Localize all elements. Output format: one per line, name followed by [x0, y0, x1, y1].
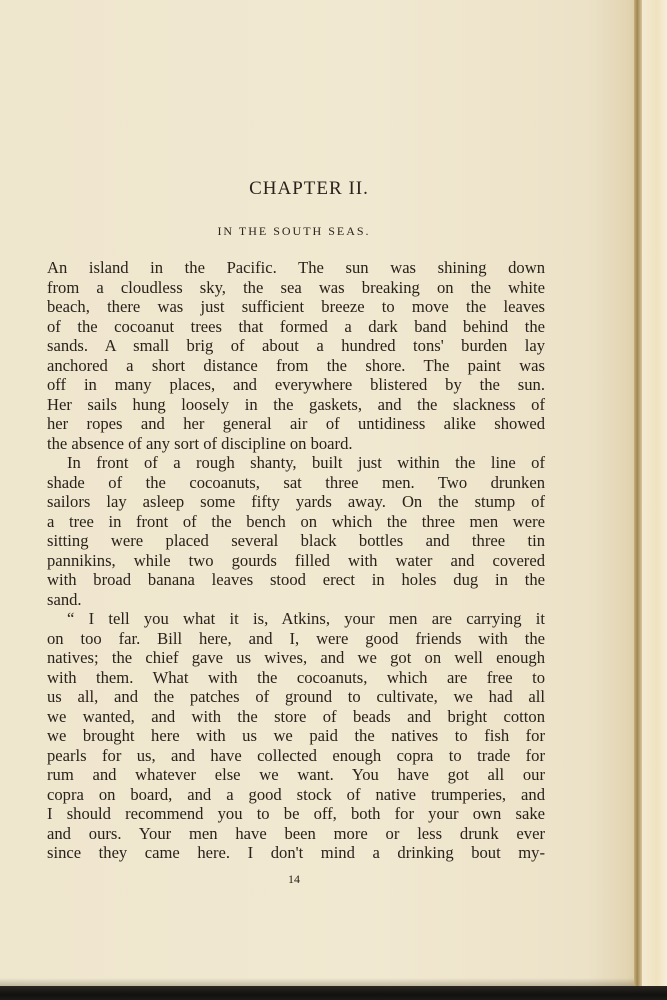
text-line: sand. — [47, 589, 82, 609]
chapter-title: CHAPTER II. — [249, 178, 369, 199]
text-line: on too far. Bill here, and I, were good friends with the — [47, 628, 545, 648]
page-number: 14 — [288, 872, 300, 886]
text-line: and ours. Your men have been more or less drunk ever — [47, 823, 545, 843]
text-line: anchored a short distance from the shore. The paint was — [47, 355, 545, 375]
text-line: I should recommend you to be off, both for your own sake — [47, 804, 545, 823]
page-gutter-shadow — [634, 0, 642, 1000]
text-line: pearls for us, and have collected enough copra to trade for — [47, 745, 545, 765]
text-line: a tree in front of the bench on which the three men were — [47, 511, 545, 531]
text-line: copra on board, and a good stock of native trumperies, and — [47, 784, 545, 804]
text-line: sailors lay asleep some fifty yards away. On the stump of — [47, 492, 545, 511]
text-line: from a cloudless sky, the sea was breaking on the white — [47, 277, 545, 297]
text-line: beach, there was just sufficient breeze to move the leaves — [47, 297, 545, 316]
text-line: Her sails hung loosely in the gaskets, and the slackness of — [47, 394, 545, 414]
text-line: An island in the Pacific. The sun was shining down — [47, 258, 545, 277]
text-line: off in many places, and everywhere blistered by the sun. — [47, 375, 545, 394]
text-line: In front of a rough shanty, built just within the line of — [67, 453, 545, 472]
text-line: natives; the chief gave us wives, and we got on well enough — [47, 648, 545, 667]
text-line: since they came here. I don't mind a drinking bout my- — [47, 843, 545, 862]
text-line: her ropes and her general air of untidiness alike showed — [47, 414, 545, 433]
text-line: pannikins, while two gourds filled with water and covered — [47, 550, 545, 570]
text-line: “ I tell you what it is, Atkins, your men are carrying it — [67, 609, 545, 628]
text-line: shade of the cocoanuts, sat three men. Two drunken — [47, 472, 545, 492]
text-line: we brought here with us we paid the natives to fish for — [47, 726, 545, 745]
text-line: us all, and the patches of ground to cultivate, we had all — [47, 687, 545, 706]
chapter-subtitle: IN THE SOUTH SEAS. — [217, 224, 371, 238]
text-line: we wanted, and with the store of beads and bright cotton — [47, 706, 545, 726]
text-line: with them. What with the cocoanuts, which are free to — [47, 667, 545, 687]
text-line: with broad banana leaves stood erect in holes dug in the — [47, 570, 545, 589]
text-line: sitting were placed several black bottles and three tin — [47, 531, 545, 550]
page-bottom-edge — [0, 986, 667, 1000]
body-text — [47, 258, 545, 863]
text-line: of the cocoanut trees that formed a dark band behind the — [47, 316, 545, 336]
text-line: rum and whatever else we want. You have got all our — [47, 765, 545, 784]
page-fore-edge — [642, 0, 667, 1000]
text-line: sands. A small brig of about a hundred tons' burden lay — [47, 336, 545, 355]
text-line: the absence of any sort of discipline on board. — [47, 433, 353, 453]
